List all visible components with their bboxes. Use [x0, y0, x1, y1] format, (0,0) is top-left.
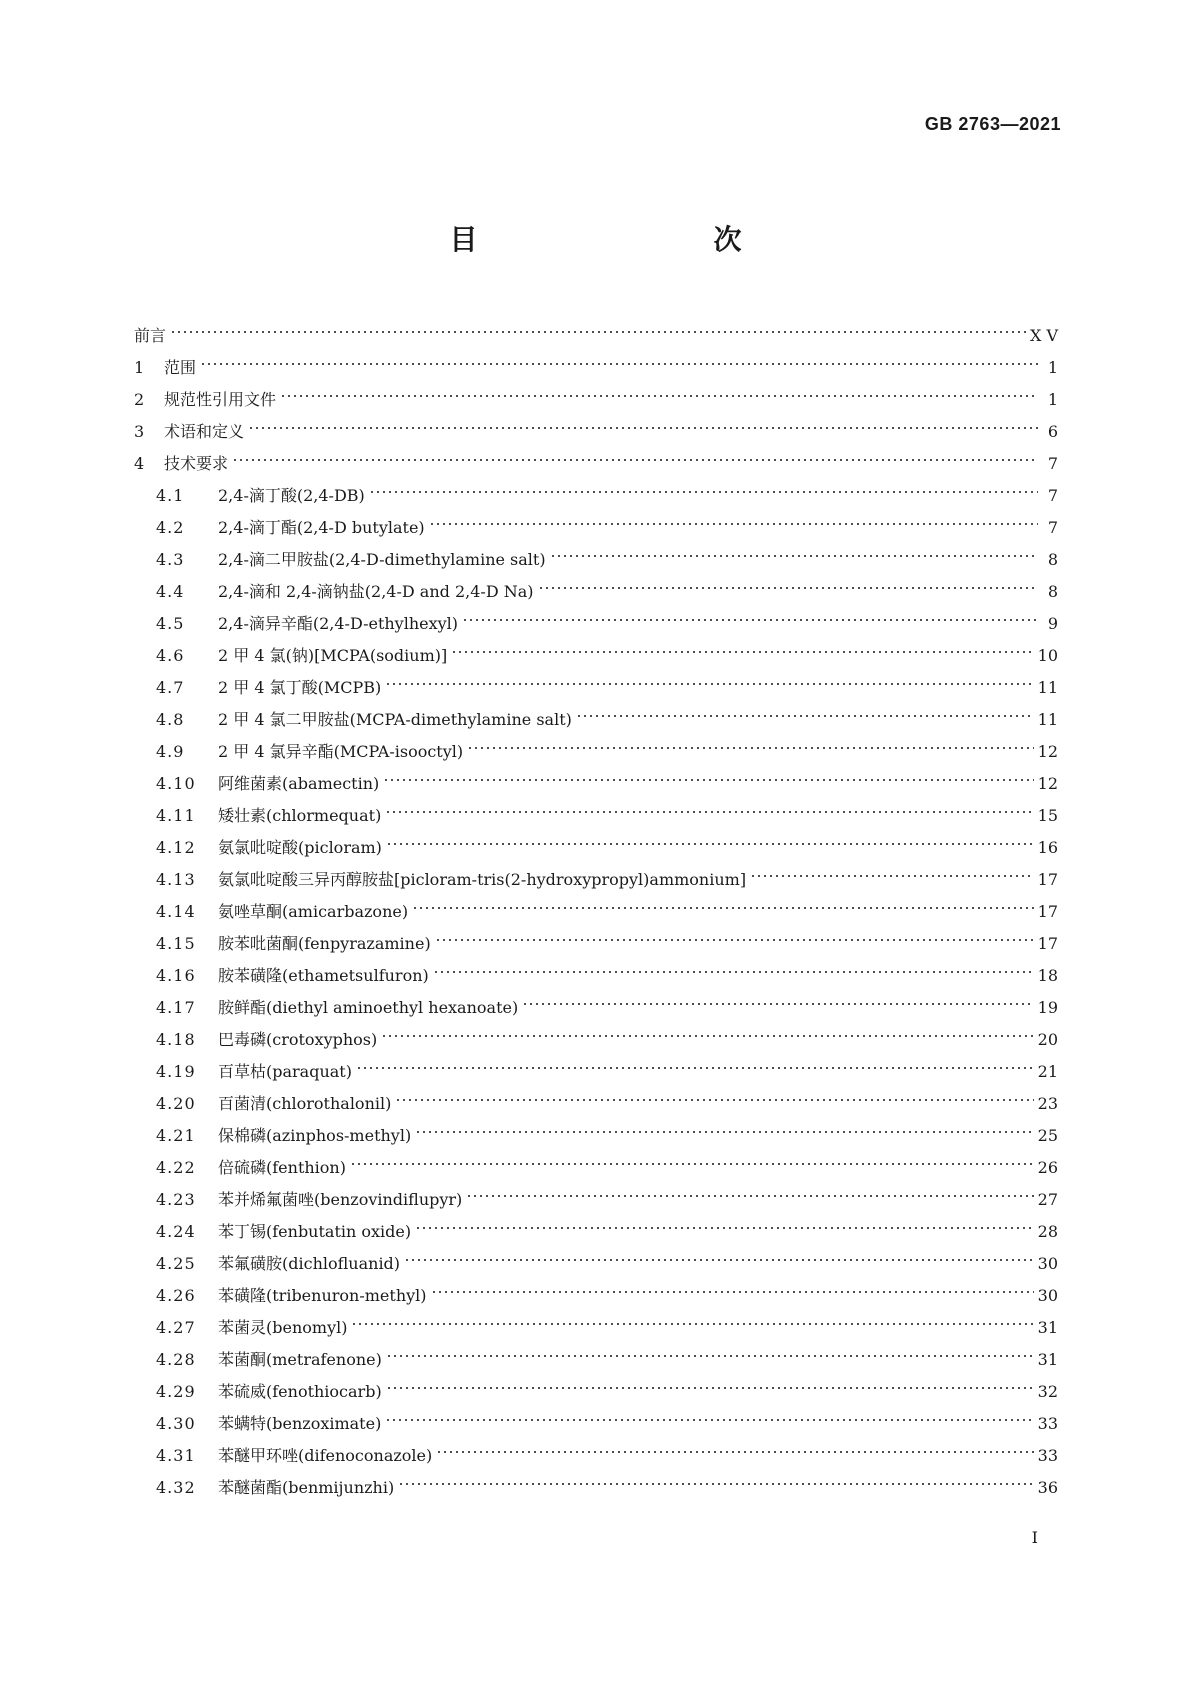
- dot-leader: [383, 775, 1033, 785]
- toc-entry[interactable]: [134, 576, 1058, 608]
- toc-entry-number: 4.24: [156, 1222, 196, 1241]
- toc-entry-page: 30: [1037, 1286, 1058, 1305]
- toc-entry-number: 4.7: [156, 678, 185, 697]
- dot-leader: [462, 615, 1038, 625]
- toc-entry-number: 4.9: [156, 742, 185, 761]
- toc-entry[interactable]: [134, 800, 1058, 832]
- toc-entry-number: 4.1: [156, 486, 185, 505]
- toc-entry-label: 百草枯(paraquat): [218, 1062, 352, 1081]
- toc-entry-number: 4: [134, 454, 145, 473]
- toc-entry-page: 1: [1047, 358, 1058, 377]
- toc-entry[interactable]: [134, 736, 1058, 768]
- toc-entry[interactable]: [134, 896, 1058, 928]
- toc-entry[interactable]: [134, 1440, 1058, 1472]
- toc-entry-number: 4.18: [156, 1030, 196, 1049]
- toc-entry-page: 17: [1037, 902, 1058, 921]
- toc-entry-label: 阿维菌素(abamectin): [218, 774, 380, 793]
- toc-entry[interactable]: [134, 1152, 1058, 1184]
- toc-entry[interactable]: [134, 1216, 1058, 1248]
- toc-entry-label: 苯醚甲环唑(difenoconazole): [218, 1446, 433, 1465]
- dot-leader: [750, 871, 1034, 881]
- table-of-contents: [134, 320, 1058, 1504]
- toc-entry-label: 范围: [164, 358, 197, 377]
- toc-entry[interactable]: [134, 1408, 1058, 1440]
- toc-entry[interactable]: [134, 992, 1058, 1024]
- dot-leader: [550, 551, 1038, 561]
- dot-leader: [415, 1223, 1034, 1233]
- toc-entry[interactable]: [134, 544, 1058, 576]
- toc-entry-page: 32: [1037, 1382, 1058, 1401]
- toc-entry-page: 17: [1037, 934, 1058, 953]
- toc-entry-number: 4.28: [156, 1350, 196, 1369]
- toc-entry-number: 4.12: [156, 838, 196, 857]
- toc-entry-page: 30: [1037, 1254, 1058, 1273]
- toc-entry-number: 4.30: [156, 1414, 196, 1433]
- toc-entry-number: 4.27: [156, 1318, 196, 1337]
- toc-entry-number: 4.10: [156, 774, 196, 793]
- dot-leader: [232, 455, 1038, 465]
- toc-entry-number: 4.29: [156, 1382, 196, 1401]
- toc-entry-page: 26: [1037, 1158, 1058, 1177]
- toc-entry-label: 2 甲 4 氯丁酸(MCPB): [218, 678, 382, 697]
- toc-entry-label: 苯并烯氟菌唑(benzovindiflupyr): [218, 1190, 463, 1209]
- toc-entry[interactable]: [134, 928, 1058, 960]
- toc-entry-page: 19: [1037, 998, 1058, 1017]
- toc-entry-label: 氨唑草酮(amicarbazone): [218, 902, 409, 921]
- toc-entry-label: 氨氯吡啶酸(picloram): [218, 838, 382, 857]
- toc-entry-label: 规范性引用文件: [164, 390, 277, 409]
- toc-entry-label: 2 甲 4 氯二甲胺盐(MCPA-dimethylamine salt): [218, 710, 572, 729]
- toc-entry-page: 23: [1037, 1094, 1058, 1113]
- toc-entry-number: 4.32: [156, 1478, 196, 1497]
- toc-entry-page: 33: [1037, 1446, 1058, 1465]
- toc-entry-number: 1: [134, 358, 145, 377]
- toc-entry[interactable]: [134, 608, 1058, 640]
- dot-leader: [522, 999, 1033, 1009]
- toc-entry-number: 4.15: [156, 934, 196, 953]
- toc-entry-label: 2 甲 4 氯(钠)[MCPA(sodium)]: [218, 646, 448, 665]
- toc-entry[interactable]: [134, 672, 1058, 704]
- toc-entry-label: 2,4-滴异辛酯(2,4-D-ethylhexyl): [218, 614, 459, 633]
- toc-entry[interactable]: [134, 448, 1058, 480]
- toc-entry-label: 百菌清(chlorothalonil): [218, 1094, 392, 1113]
- toc-entry-number: 4.2: [156, 518, 185, 537]
- toc-entry-page: 12: [1037, 742, 1058, 761]
- toc-entry-label: 苯菌酮(metrafenone): [218, 1350, 382, 1369]
- toc-entry[interactable]: [134, 384, 1058, 416]
- page-title: 目 次: [449, 223, 802, 256]
- toc-entry-label: 巴毒磷(crotoxyphos): [218, 1030, 378, 1049]
- dot-leader: [467, 743, 1034, 753]
- toc-entry[interactable]: [134, 1312, 1058, 1344]
- toc-entry-page: 15: [1037, 806, 1058, 825]
- toc-entry-page: 7: [1047, 454, 1058, 473]
- dot-leader: [451, 647, 1033, 657]
- dot-leader: [538, 583, 1038, 593]
- dot-leader: [576, 711, 1034, 721]
- toc-entry[interactable]: [134, 1120, 1058, 1152]
- toc-entry-label: 2,4-滴和 2,4-滴钠盐(2,4-D and 2,4-D Na): [218, 582, 534, 601]
- toc-entry[interactable]: [134, 1376, 1058, 1408]
- dot-leader: [404, 1255, 1034, 1265]
- page-number: I: [1031, 1528, 1038, 1547]
- dot-leader: [386, 839, 1034, 849]
- dot-leader: [395, 1095, 1033, 1105]
- toc-entry-page: 18: [1037, 966, 1058, 985]
- toc-entry-page: 11: [1037, 710, 1058, 729]
- dot-leader: [429, 519, 1038, 529]
- toc-entry-number: 4.8: [156, 710, 185, 729]
- toc-entry-page: 11: [1037, 678, 1058, 697]
- dot-leader: [369, 487, 1038, 497]
- toc-entry-page: 1: [1047, 390, 1058, 409]
- toc-entry-label: 2,4-滴二甲胺盐(2,4-D-dimethylamine salt): [218, 550, 546, 569]
- toc-entry-page: 6: [1047, 422, 1058, 441]
- toc-entry-number: 4.22: [156, 1158, 196, 1177]
- toc-entry-number: 4.4: [156, 582, 185, 601]
- dot-leader: [415, 1127, 1033, 1137]
- toc-entry[interactable]: [134, 1024, 1058, 1056]
- toc-entry-page: 31: [1037, 1318, 1058, 1337]
- toc-entry-page: 8: [1047, 550, 1058, 569]
- toc-entry-number: 4.6: [156, 646, 185, 665]
- toc-entry-label: 苯螨特(benzoximate): [218, 1414, 382, 1433]
- toc-entry-page: 33: [1037, 1414, 1058, 1433]
- toc-entry-number: 4.20: [156, 1094, 196, 1113]
- toc-entry[interactable]: [134, 768, 1058, 800]
- toc-entry-number: 4.31: [156, 1446, 196, 1465]
- toc-entry-number: 4.13: [156, 870, 196, 889]
- toc-entry-page: 25: [1037, 1126, 1058, 1145]
- toc-entry[interactable]: [134, 704, 1058, 736]
- dot-leader: [385, 679, 1033, 689]
- toc-entry[interactable]: [134, 480, 1058, 512]
- toc-entry-number: 4.25: [156, 1254, 196, 1273]
- toc-entry[interactable]: [134, 864, 1058, 896]
- dot-leader: [412, 903, 1034, 913]
- toc-entry[interactable]: [134, 832, 1058, 864]
- toc-entry[interactable]: [134, 1184, 1058, 1216]
- dot-leader: [200, 359, 1038, 369]
- toc-entry-label: 苯磺隆(tribenuron-methyl): [218, 1286, 427, 1305]
- toc-entry-page: Ⅹ Ⅴ: [1029, 326, 1058, 345]
- toc-entry[interactable]: [134, 512, 1058, 544]
- toc-entry-label: 2,4-滴丁酯(2,4-D butylate): [218, 518, 425, 537]
- toc-entry-label: 苯丁锡(fenbutatin oxide): [218, 1222, 412, 1241]
- toc-entry-number: 4.14: [156, 902, 196, 921]
- dot-leader: [431, 1287, 1034, 1297]
- toc-entry-page: 17: [1037, 870, 1058, 889]
- toc-entry-label: 倍硫磷(fenthion): [218, 1158, 346, 1177]
- toc-entry-page: 12: [1037, 774, 1058, 793]
- toc-entry[interactable]: [134, 352, 1058, 384]
- toc-entry-label: 胺鲜酯(diethyl aminoethyl hexanoate): [218, 998, 519, 1017]
- toc-entry-number: 4.5: [156, 614, 185, 633]
- toc-entry-number: 4.3: [156, 550, 185, 569]
- toc-entry-label: 苯醚菌酯(benmijunzhi): [218, 1478, 395, 1497]
- toc-entry[interactable]: [134, 1344, 1058, 1376]
- toc-entry-number: 4.11: [156, 806, 196, 825]
- toc-entry-label: 术语和定义: [164, 422, 245, 441]
- toc-entry-label: 前言: [134, 326, 167, 345]
- toc-entry-page: 36: [1037, 1478, 1058, 1497]
- toc-entry-page: 10: [1037, 646, 1058, 665]
- toc-entry-label: 胺苯磺隆(ethametsulfuron): [218, 966, 429, 985]
- dot-leader: [280, 391, 1038, 401]
- toc-entry-number: 4.21: [156, 1126, 196, 1145]
- dot-leader: [433, 967, 1034, 977]
- toc-entry-label: 苯氟磺胺(dichlofluanid): [218, 1254, 401, 1273]
- toc-entry-number: 4.16: [156, 966, 196, 985]
- toc-entry-number: 4.23: [156, 1190, 196, 1209]
- toc-entry-label: 2,4-滴丁酸(2,4-DB): [218, 486, 365, 505]
- toc-entry[interactable]: [134, 1280, 1058, 1312]
- dot-leader: [386, 1383, 1034, 1393]
- toc-entry-page: 7: [1047, 486, 1058, 505]
- dot-leader: [170, 327, 1026, 337]
- dot-leader: [381, 1031, 1033, 1041]
- toc-entry[interactable]: [134, 416, 1058, 448]
- toc-entry-page: 20: [1037, 1030, 1058, 1049]
- toc-entry-page: 27: [1037, 1190, 1058, 1209]
- toc-entry[interactable]: [134, 1472, 1058, 1504]
- standard-code: GB 2763—2021: [924, 114, 1061, 134]
- toc-entry-label: 技术要求: [164, 454, 229, 473]
- toc-entry[interactable]: [134, 1056, 1058, 1088]
- toc-entry-page: 28: [1037, 1222, 1058, 1241]
- toc-entry-label: 氨氯吡啶酸三异丙醇胺盐[picloram-tris(2-hydroxypropyl)ammonium]: [218, 870, 747, 889]
- dot-leader: [466, 1191, 1033, 1201]
- toc-entry-page: 8: [1047, 582, 1058, 601]
- toc-entry-page: 31: [1037, 1350, 1058, 1369]
- toc-entry-page: 21: [1037, 1062, 1058, 1081]
- toc-entry-label: 矮壮素(chlormequat): [218, 806, 382, 825]
- dot-leader: [351, 1319, 1033, 1329]
- toc-entry-label: 胺苯吡菌酮(fenpyrazamine): [218, 934, 431, 953]
- toc-entry-page: 16: [1037, 838, 1058, 857]
- dot-leader: [385, 1415, 1033, 1425]
- dot-leader: [248, 423, 1038, 433]
- toc-entry-number: 4.19: [156, 1062, 196, 1081]
- toc-entry-page: 7: [1047, 518, 1058, 537]
- toc-entry-page: 9: [1047, 614, 1058, 633]
- toc-entry[interactable]: [134, 320, 1058, 352]
- dot-leader: [398, 1479, 1033, 1489]
- toc-entry[interactable]: [134, 960, 1058, 992]
- toc-entry-label: 苯硫威(fenothiocarb): [218, 1382, 382, 1401]
- dot-leader: [386, 1351, 1034, 1361]
- toc-entry-number: 3: [134, 422, 145, 441]
- toc-entry[interactable]: [134, 1088, 1058, 1120]
- toc-entry-number: 4.17: [156, 998, 196, 1017]
- dot-leader: [435, 935, 1034, 945]
- dot-leader: [350, 1159, 1034, 1169]
- dot-leader: [436, 1447, 1033, 1457]
- dot-leader: [356, 1063, 1034, 1073]
- toc-entry-label: 保棉磷(azinphos-methyl): [218, 1126, 412, 1145]
- toc-entry-number: 4.26: [156, 1286, 196, 1305]
- toc-entry-label: 2 甲 4 氯异辛酯(MCPA-isooctyl): [218, 742, 464, 761]
- toc-entry-number: 2: [134, 390, 145, 409]
- dot-leader: [385, 807, 1033, 817]
- toc-entry-label: 苯菌灵(benomyl): [218, 1318, 348, 1337]
- toc-entry[interactable]: [134, 1248, 1058, 1280]
- toc-entry[interactable]: [134, 640, 1058, 672]
